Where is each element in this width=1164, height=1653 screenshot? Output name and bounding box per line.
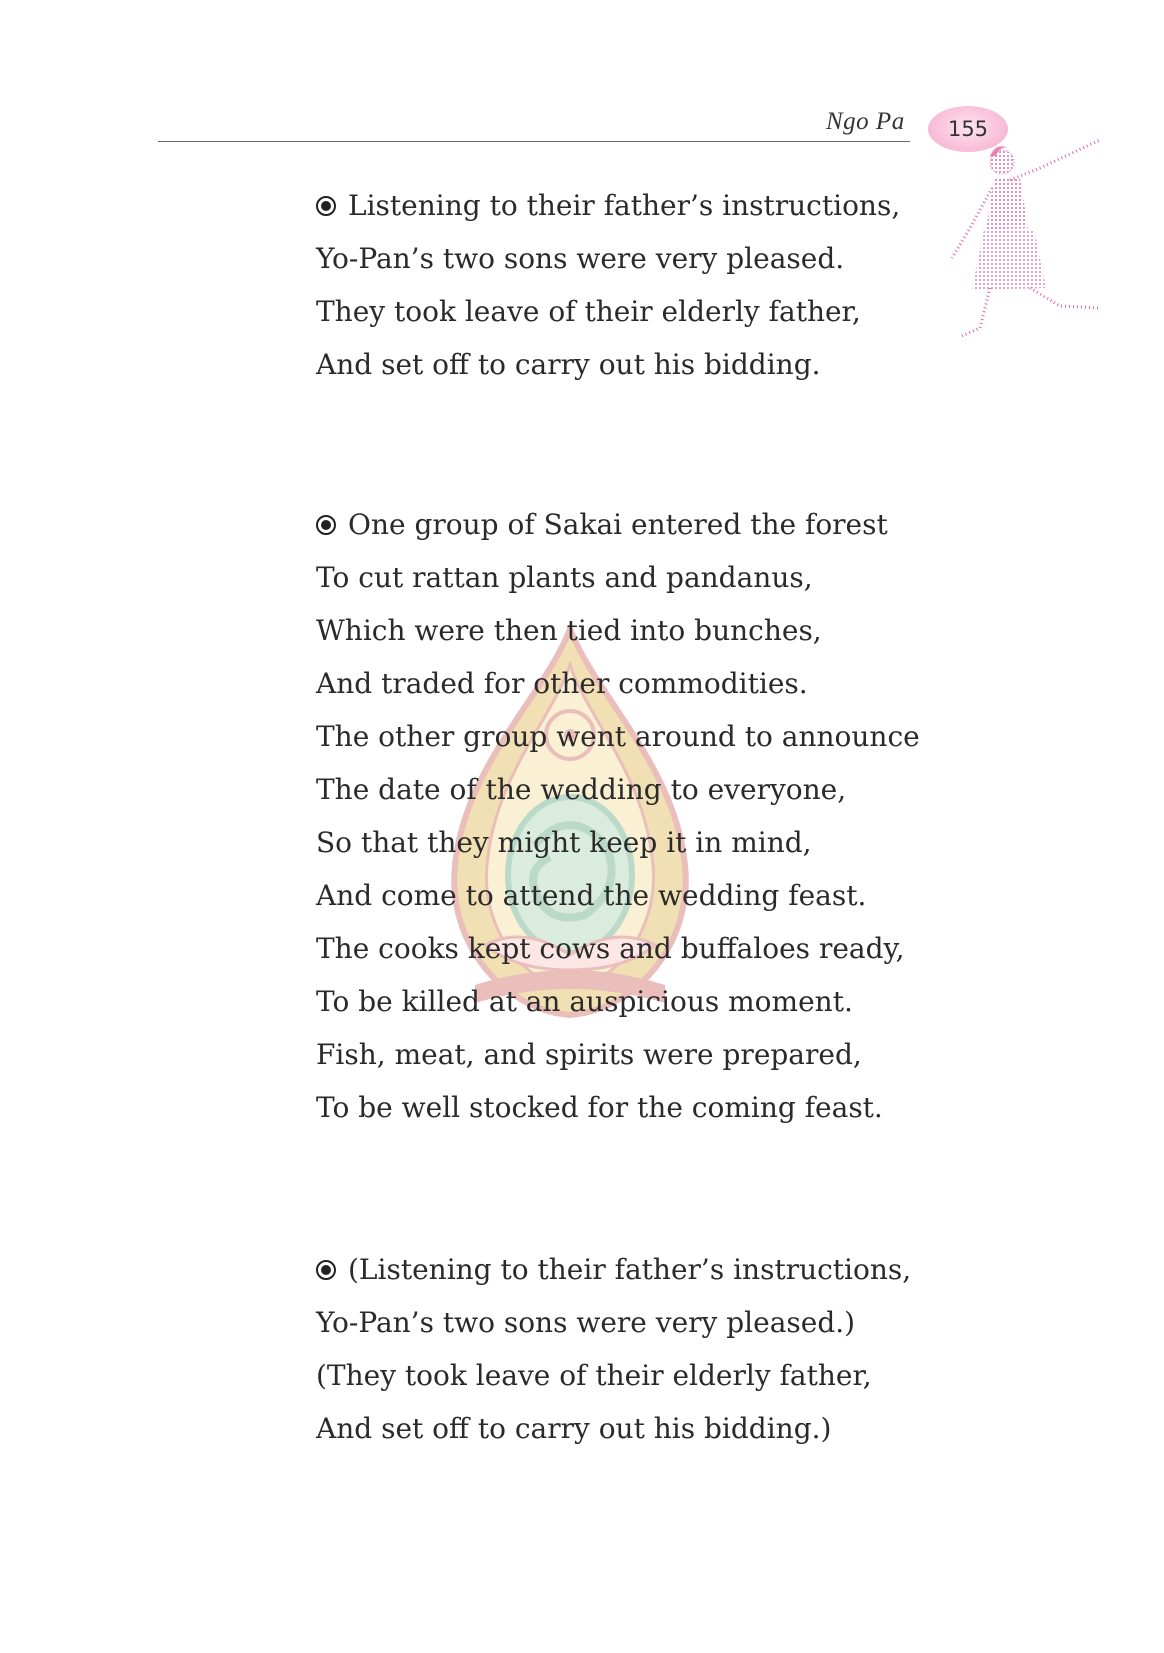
stanza-3 (316, 1243, 911, 1455)
verse-line: Which were then tied into bunches, (316, 614, 822, 647)
verse-line: (They took leave of their elderly father, (316, 1359, 872, 1392)
stanza-2 (316, 498, 920, 1134)
circled-dot-bullet-icon (316, 515, 336, 535)
circled-dot-bullet-icon (316, 1260, 336, 1280)
verse-line: To cut rattan plants and pandanus, (316, 561, 813, 594)
verse-line: The date of the wedding to everyone, (316, 773, 847, 806)
verse-line: And set off to carry out his bidding. (316, 348, 821, 381)
verse-line: Listening to their father’s instructions, (316, 179, 900, 232)
verse-line: To be well stocked for the coming feast. (316, 1091, 883, 1124)
verse-line: And traded for other commodities. (316, 667, 808, 700)
verse-line: And come to attend the wedding feast. (316, 879, 867, 912)
verse-line: They took leave of their elderly father, (316, 295, 861, 328)
verse-line: Yo-Pan’s two sons were very pleased. (316, 242, 845, 275)
page-number: 155 (947, 117, 989, 141)
circled-dot-bullet-icon (316, 196, 336, 216)
verse-line: The cooks kept cows and buffaloes ready, (316, 932, 905, 965)
verse-line: Yo-Pan’s two sons were very pleased.) (316, 1306, 856, 1339)
header-rule (158, 141, 910, 142)
verse-line: One group of Sakai entered the forest (316, 498, 920, 551)
verse-line: And set off to carry out his bidding.) (316, 1412, 832, 1445)
dancer-illustration (950, 138, 1120, 348)
verse-line: So that they might keep it in mind, (316, 826, 812, 859)
verse-line: (Listening to their father’s instructions, (316, 1243, 911, 1296)
verse-line: The other group went around to announce (316, 720, 920, 753)
stanza-1 (316, 179, 900, 391)
verse-line: Fish, meat, and spirits were prepared, (316, 1038, 862, 1071)
running-title: Ngo Pa (826, 108, 905, 135)
verse-line: To be killed at an auspicious moment. (316, 985, 853, 1018)
